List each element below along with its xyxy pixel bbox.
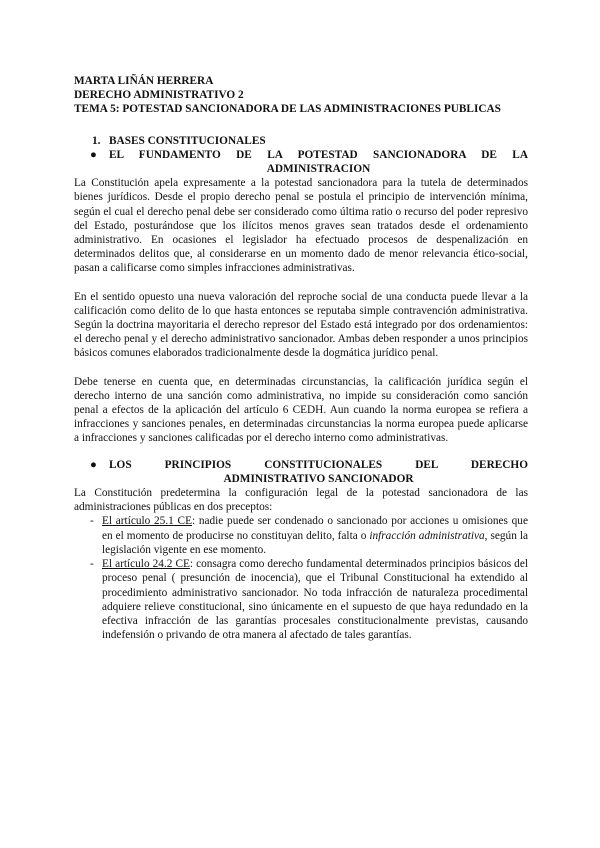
subsection-title-line2: ADMINISTRACION bbox=[266, 163, 371, 176]
list-dash: - bbox=[90, 558, 94, 571]
section-number: 1. bbox=[92, 134, 101, 147]
subsection-title-line2: ADMINISTRATIVO SANCIONADOR bbox=[223, 472, 414, 485]
article-reference: El artículo 25.1 CE bbox=[102, 515, 192, 528]
paragraph: En el sentido opuesto una nueva valoración del reproche social de una conducta puede llevar a la calificación como delito de lo que hasta entonces se reputaba simple contravención administrativa. Según la doctrina mayoritaria el derecho represor del Estado está integrado por dos ordenamientos: el derecho penal y el derecho administrativo sancionador. Ambas deben responder a unos principios básicos comunes elaborados tradicionalmente desde la dogmática jurídico penal. bbox=[74, 290, 528, 360]
list-item-text: , según la legislación vigente en ese momento. bbox=[102, 529, 528, 556]
paragraph: La Constitución apela expresamente a la potestad sancionadora para la tutela de determinados bienes jurídicos. Desde el propio derecho penal se postula el principio de intervención mínima, según el cual el derecho penal debe ser considerado como última ratio o recurso del poder represivo del Estado, posturándose que los ilícitos menos graves sean tratados desde el ordenamiento administrativo. En ocasiones el legislador ha efectuado procesos de despenalización en determinados delitos que, al considerarse en un momento dado de menor relevancia ético-social, pasan a calificarse como simples infracciones administrativas. bbox=[74, 177, 528, 275]
course-title: DERECHO ADMINISTRATIVO 2 bbox=[74, 89, 244, 102]
subsection-title-line1: EL FUNDAMENTO DE LA POTESTAD SANCIONADORA DE LA bbox=[109, 148, 528, 161]
section-heading bbox=[74, 134, 528, 148]
list-dash: - bbox=[90, 515, 94, 528]
list-item-italic: infracción administrativa bbox=[369, 529, 485, 542]
author-name: MARTA LIÑÁN HERRERA bbox=[74, 75, 214, 87]
subsection-heading-principios bbox=[74, 458, 528, 486]
paragraph: La Constitución predetermina la configuración legal de la potestad sancionadora de las administraciones públicas en dos preceptos: bbox=[74, 487, 528, 514]
topic-title: TEMA 5: POTESTAD SANCIONADORA DE LAS ADMINISTRACIONES PUBLICAS bbox=[74, 103, 501, 116]
list-item-text: : nadie puede ser condenado o sancionado por acciones u omisiones que en el momento de producirse no constituyan delito, falta o bbox=[102, 515, 528, 542]
list-item bbox=[74, 557, 528, 642]
subsection-title-line1: LOS PRINCIPIOS CONSTITUCIONALES DEL DERECHO bbox=[109, 458, 528, 471]
subsection-heading-fundamento bbox=[74, 148, 528, 176]
section-title: BASES CONSTITUCIONALES bbox=[109, 134, 266, 147]
paragraph: Debe tenerse en cuenta que, en determinadas circunstancias, la calificación jurídica según el derecho interno de una sanción como administrativa, no impide su consideración como sanción penal a efectos de la aplicación del artículo 6 CEDH. Aun cuando la norma europea se refiera a infracciones y sanciones penales, en determinadas circunstancias la norma europea puede aplicarse a infracciones y sanciones calificadas por el derecho interno como administrativas. bbox=[74, 375, 528, 445]
list-item-text: : consagra como derecho fundamental determinados principios básicos del proceso penal ( presunción de inocencia), que el Tribunal Constitucional ha extendido al procedimiento administrativo sancionador. No toda infracción de naturaleza procedimental adquiere relieve constitucional, sino únicamente en el supuesto de que haya redundado en la efectiva infracción de las garantías procesales constitucionalmente previstas, causando indefensión o privando de otra manera al afectado de tales garantías. bbox=[102, 558, 528, 642]
bullet-icon: ● bbox=[90, 148, 97, 161]
article-reference: El artículo 24.2 CE bbox=[102, 558, 190, 571]
list-item bbox=[74, 514, 528, 557]
bullet-icon: ● bbox=[90, 458, 97, 471]
